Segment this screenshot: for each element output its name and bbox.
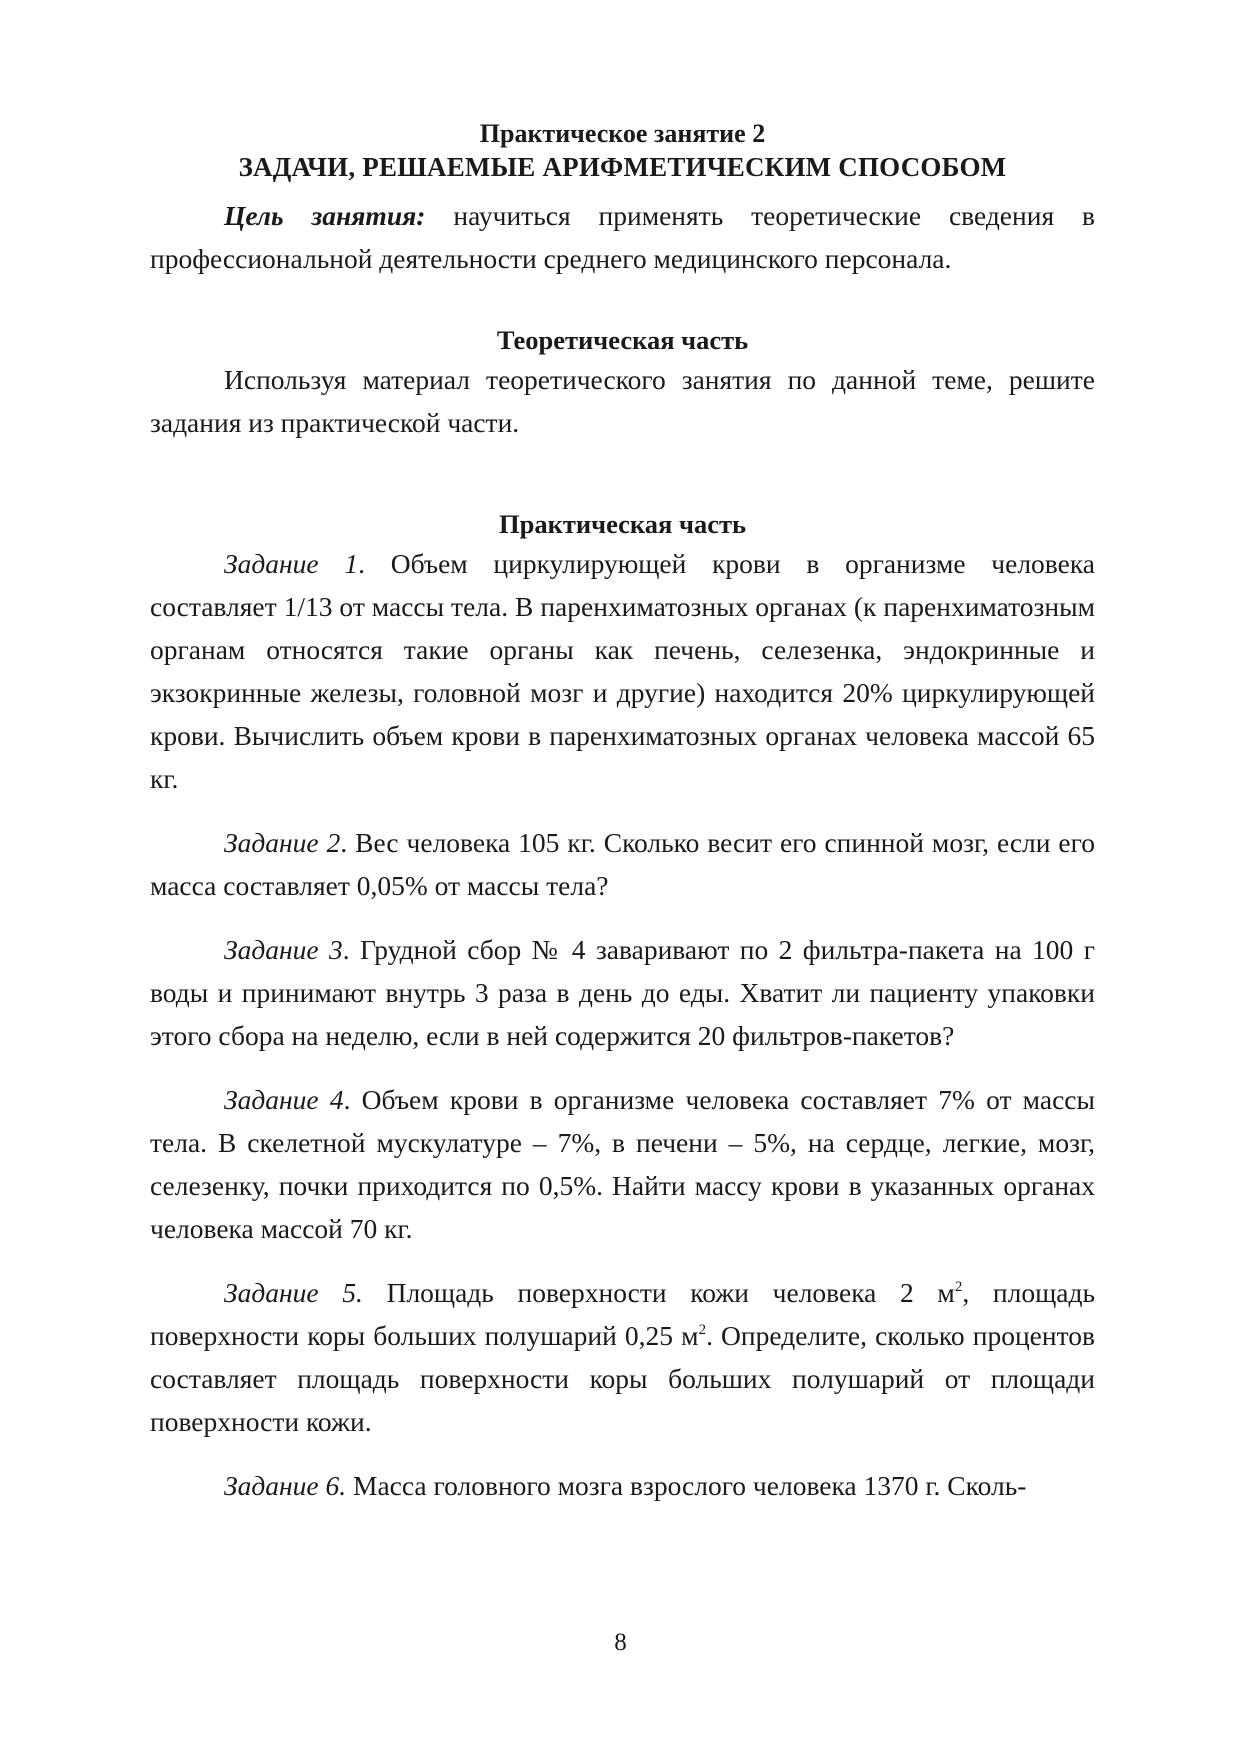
task-3-text: . Грудной сбор № 4 заваривают по 2 фильтра-пакета на 100 г воды и принимают внутрь 3 раза в день до еды. Хватит ли пациенту упаковки этого сбора на неделю, если в ней содержится 20 фильтров-пакетов? [150,934,1095,1051]
task-4-label: Задание 4 [224,1084,344,1115]
task-5-text-c: . Определите, сколько процентов составляет площадь поверхности коры больших полушарий от площади поверхности кожи. [150,1320,1095,1437]
document-page [150,118,1095,1507]
task-5-text-b: , площадь поверхности коры больших полушарий 0,25 м [150,1277,1095,1351]
theory-section-title: Теоретическая часть [496,325,749,355]
task-3 [150,928,1095,1057]
task-2 [150,821,1095,907]
task-4 [150,1078,1095,1250]
task-6 [150,1464,1095,1507]
lesson-title: Практическое занятие 2 [479,119,766,148]
spacer [150,800,1095,821]
task-2-text: . Вес человека 105 кг. Сколько весит его спинной мозг, если его масса составляет 0,05% от массы тела? [150,827,1095,901]
spacer [150,1057,1095,1078]
theory-paragraph: Используя материал теоретического занятия по данной теме, решите задания из практической части. [150,364,1095,438]
goal-label: Цель занятия: [224,200,426,231]
task-5-label: Задание 5. [224,1277,363,1308]
spacer [150,1443,1095,1464]
page-number: 8 [614,1629,627,1656]
practice-section-title: Практическая часть [498,509,746,539]
task-5 [150,1271,1095,1443]
task-6-text: Масса головного мозга взрослого человека 1370 г. Сколь- [346,1470,1027,1501]
task-1 [150,542,1095,800]
goal-text: научиться применять теоретические сведения в профессиональной деятельности среднего медицинского персонала. [150,200,1095,274]
task-2-label: Задание 2 [224,827,341,858]
task-5-superscript-a: 2 [954,1279,963,1295]
task-1-text: . Объем циркулирующей крови в организме человека составляет 1/13 от массы тела. В паренхиматозных органах (к паренхиматозным органам относятся такие органы как печень, селезенка, эндокринные и экзокринные железы, головной мозг и другие) находится 20% циркулирующей крови. Вычислить объем крови в паренхиматозных органах человека массой 65 кг. [150,548,1095,794]
task-5-text-a: Площадь поверхности кожи человека 2 м [362,1277,955,1308]
task-1-label: Задание 1 [224,548,359,579]
goal-paragraph [150,194,1095,280]
task-6-label: Задание 6. [224,1470,347,1501]
task-4-text: . Объем крови в организме человека составляет 7% от массы тела. В скелетной мускулатуре – 7%, в печени – 5%, на сердце, легкие, мозг, селезенку, почки приходится по 0,5%. Найти массу крови в указанных органах человека массой 70 кг. [150,1084,1095,1244]
spacer [150,1250,1095,1271]
spacer [150,280,1095,322]
task-3-label: Задание 3 [224,934,343,965]
spacer [150,444,1095,506]
spacer [150,907,1095,928]
topic-title: ЗАДАЧИ, РЕШАЕМЫЕ АРИФМЕТИЧЕСКИМ СПОСОБОМ [238,152,1007,182]
task-5-superscript-b: 2 [698,1322,707,1338]
